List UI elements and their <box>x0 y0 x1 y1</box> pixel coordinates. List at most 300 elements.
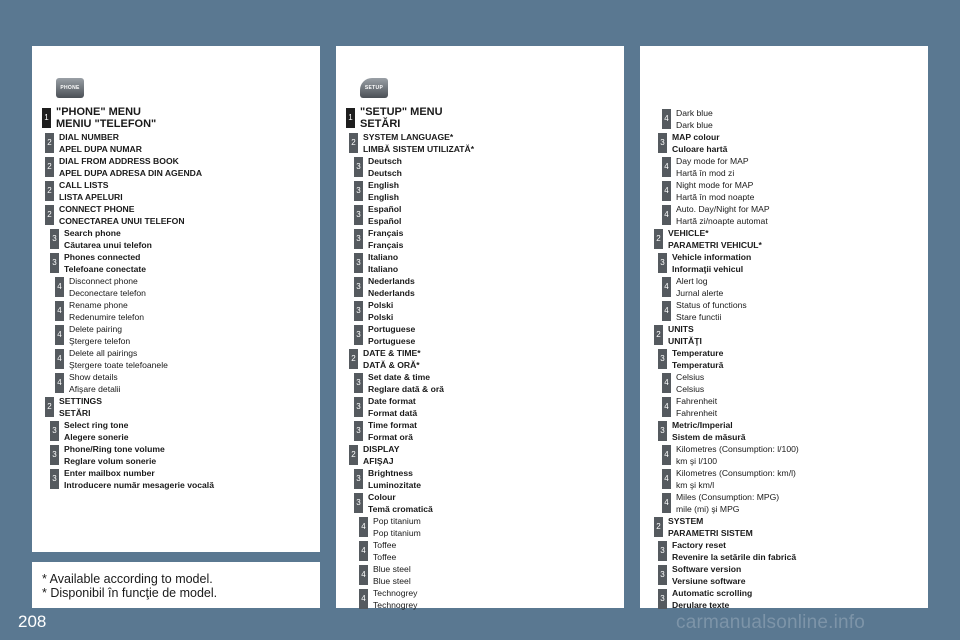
level-badge: 4 <box>662 181 671 201</box>
menu-entry-romanian: Stare functii <box>676 312 722 322</box>
menu-entry <box>336 419 624 443</box>
menu-entry-text <box>676 179 754 203</box>
level-badge: 3 <box>354 205 363 225</box>
menu-entry-romanian: Alegere sonerie <box>64 432 129 442</box>
menu-entry <box>32 371 320 395</box>
menu-entry-text <box>69 347 168 371</box>
menu-entry-english: Show details <box>69 372 118 382</box>
menu-entry-english: Phones connected <box>64 252 141 262</box>
menu-entry-romanian: Afişare detalii <box>69 384 121 394</box>
level-badge: 3 <box>354 397 363 417</box>
level-badge: 3 <box>354 493 363 513</box>
menu-entry <box>640 563 928 587</box>
menu-entry-english: DATE & TIME* <box>363 348 421 358</box>
level-badge: 3 <box>354 301 363 321</box>
menu-entry <box>640 251 928 275</box>
menu-entry-text <box>59 131 142 155</box>
menu-entry-text <box>69 275 146 299</box>
menu-entry-romanian: MENIU "TELEFON" <box>56 118 157 130</box>
menu-entry-english: Delete all pairings <box>69 348 138 358</box>
menu-entry <box>640 203 928 227</box>
menu-entry <box>32 419 320 443</box>
menu-entry-english: Factory reset <box>672 540 726 550</box>
menu-entry <box>640 491 928 515</box>
menu-entry <box>336 395 624 419</box>
menu-entry-text <box>373 563 411 587</box>
menu-entry <box>640 299 928 323</box>
menu-entry-text <box>64 467 214 491</box>
setup-menu-tree <box>336 106 624 611</box>
menu-entry-text <box>69 371 121 395</box>
menu-entry-english: Portuguese <box>368 324 416 334</box>
menu-entry <box>640 395 928 419</box>
menu-entry <box>32 347 320 371</box>
level-badge: 3 <box>354 421 363 441</box>
menu-entry-romanian: Español <box>368 216 402 226</box>
menu-entry-text <box>64 419 128 443</box>
level-badge: 4 <box>662 157 671 177</box>
menu-entry-romanian: UNITĂŢI <box>668 336 702 346</box>
menu-entry <box>32 395 320 419</box>
footnote-english: * Available according to model. <box>42 572 213 586</box>
menu-entry-english: Enter mailbox number <box>64 468 155 478</box>
setup-menu-tree-continued <box>640 107 928 611</box>
menu-entry-text <box>676 107 713 131</box>
menu-entry-text <box>672 563 746 587</box>
menu-entry-text <box>672 419 746 443</box>
menu-entry-text <box>676 395 717 419</box>
level-badge: 2 <box>349 445 358 465</box>
menu-entry-english: Day mode for MAP <box>676 156 749 166</box>
menu-entry <box>640 179 928 203</box>
level-badge: 4 <box>662 277 671 297</box>
menu-entry-english: Rename phone <box>69 300 128 310</box>
level-badge: 3 <box>658 133 667 153</box>
menu-entry-text <box>668 227 762 251</box>
menu-entry <box>336 227 624 251</box>
menu-entry-english: "PHONE" MENU <box>56 106 141 118</box>
menu-entry-english: Technogrey <box>373 588 418 598</box>
menu-entry <box>336 443 624 467</box>
menu-entry-text <box>368 155 402 179</box>
menu-entry <box>336 131 624 155</box>
menu-entry-english: Kilometres (Consumption: km/l) <box>676 468 796 478</box>
menu-entry-romanian: Informaţii vehicul <box>672 264 744 274</box>
setup-menu-panel <box>336 46 624 608</box>
menu-entry-romanian: Deconectare telefon <box>69 288 146 298</box>
menu-entry-english: Auto. Day/Night for MAP <box>676 204 770 214</box>
menu-entry-text <box>64 227 152 251</box>
level-badge: 4 <box>662 445 671 465</box>
menu-entry-english: Celsius <box>676 372 705 382</box>
menu-entry-text <box>59 203 185 227</box>
level-badge: 4 <box>662 373 671 393</box>
level-badge: 2 <box>654 229 663 249</box>
menu-entry-romanian: Hartă zi/noapte automat <box>676 216 768 226</box>
menu-entry-english: Status of functions <box>676 300 747 310</box>
menu-entry <box>336 539 624 563</box>
menu-entry-text <box>676 275 723 299</box>
menu-entry-romanian: Temă cromatică <box>368 504 433 514</box>
level-badge: 1 <box>346 108 355 128</box>
menu-entry-english: Temperature <box>672 348 724 358</box>
menu-entry <box>336 251 624 275</box>
menu-entry <box>640 443 928 467</box>
menu-entry-text <box>676 467 796 491</box>
menu-entry <box>336 467 624 491</box>
menu-entry-romanian: Jurnal alerte <box>676 288 724 298</box>
menu-entry-romanian: Format dată <box>368 408 418 418</box>
menu-entry-romanian: APEL DUPA NUMAR <box>59 144 142 154</box>
menu-entry-english: Time format <box>368 420 418 430</box>
menu-entry-english: Phone/Ring tone volume <box>64 444 165 454</box>
menu-entry <box>640 419 928 443</box>
menu-entry-text <box>668 515 753 539</box>
menu-entry-text <box>368 275 415 299</box>
menu-entry-romanian: LIMBĂ SISTEM UTILIZATĂ* <box>363 144 475 154</box>
menu-entry-romanian: Ştergere telefon <box>69 336 131 346</box>
menu-entry-romanian: Reglare volum sonerie <box>64 456 157 466</box>
menu-entry-text <box>676 155 749 179</box>
menu-entry-romanian: Blue steel <box>373 576 411 586</box>
menu-entry <box>640 371 928 395</box>
level-badge: 3 <box>354 157 363 177</box>
menu-entry-text <box>676 491 779 515</box>
level-badge: 3 <box>658 541 667 561</box>
menu-entry-english: Français <box>368 228 404 238</box>
menu-entry <box>32 131 320 155</box>
menu-entry <box>32 467 320 491</box>
menu-entry-text <box>64 443 165 467</box>
menu-entry-romanian: Telefoane conectate <box>64 264 146 274</box>
menu-entry <box>32 443 320 467</box>
menu-entry <box>640 323 928 347</box>
menu-entry-romanian: Sistem de măsură <box>672 432 746 442</box>
level-badge: 4 <box>359 541 368 561</box>
menu-entry <box>32 275 320 299</box>
menu-entry-text <box>59 155 202 179</box>
menu-entry-text <box>672 251 751 275</box>
menu-entry-english: Toffee <box>373 540 397 550</box>
menu-entry-text <box>373 587 417 611</box>
menu-entry-text <box>64 251 146 275</box>
menu-entry-english: Italiano <box>368 252 399 262</box>
page-number: 208 <box>18 612 47 631</box>
menu-entry-text <box>368 491 433 515</box>
menu-entry-romanian: Culoare hartă <box>672 144 728 154</box>
menu-entry-romanian: English <box>368 192 400 202</box>
level-badge: 4 <box>55 349 64 369</box>
phone-menu-panel <box>32 46 320 552</box>
menu-entry <box>32 227 320 251</box>
menu-entry-romanian: APEL DUPA ADRESA DIN AGENDA <box>59 168 203 178</box>
menu-entry-english: Español <box>368 204 402 214</box>
level-badge: 4 <box>55 301 64 321</box>
menu-entry <box>640 467 928 491</box>
menu-entry-english: English <box>368 180 400 190</box>
menu-entry-romanian: Temperatură <box>672 360 724 370</box>
menu-entry-english: Metric/Imperial <box>672 420 733 430</box>
menu-entry-english: Blue steel <box>373 564 411 574</box>
menu-entry-english: DIAL NUMBER <box>59 132 119 142</box>
menu-entry <box>32 299 320 323</box>
menu-entry-english: Vehicle information <box>672 252 752 262</box>
menu-entry <box>32 179 320 203</box>
menu-entry <box>640 275 928 299</box>
menu-entry-english: Miles (Consumption: MPG) <box>676 492 780 502</box>
level-badge: 2 <box>45 157 54 177</box>
menu-entry-text <box>668 323 702 347</box>
level-badge: 3 <box>50 469 59 489</box>
menu-entry-english: MAP colour <box>672 132 720 142</box>
menu-entry-english: DIAL FROM ADDRESS BOOK <box>59 156 179 166</box>
level-badge: 2 <box>45 133 54 153</box>
menu-entry <box>640 107 928 131</box>
menu-entry <box>640 539 928 563</box>
menu-entry-text <box>676 443 799 467</box>
setup-menu-icon: SETUP <box>360 78 388 98</box>
menu-entry-english: SETTINGS <box>59 396 102 406</box>
menu-entry-english: Kilometres (Consumption: l/100) <box>676 444 799 454</box>
menu-entry-english: Night mode for MAP <box>676 180 754 190</box>
menu-entry <box>336 347 624 371</box>
menu-entry-english: CONNECT PHONE <box>59 204 135 214</box>
level-badge: 4 <box>662 301 671 321</box>
menu-entry-english: Brightness <box>368 468 413 478</box>
menu-entry-english: Nederlands <box>368 276 415 286</box>
menu-entry-text <box>373 539 396 563</box>
level-badge: 4 <box>359 589 368 609</box>
menu-entry-english: Set date & time <box>368 372 431 382</box>
menu-entry-romanian: Technogrey <box>373 600 418 610</box>
menu-entry-romanian: SETĂRI <box>59 408 91 418</box>
menu-entry-text <box>69 323 130 347</box>
menu-entry-english: Pop titanium <box>373 516 421 526</box>
menu-entry-romanian: SETĂRI <box>360 118 401 130</box>
menu-entry-text <box>368 467 421 491</box>
menu-entry-text <box>672 539 796 563</box>
menu-entry-romanian: Introducere număr mesagerie vocală <box>64 480 214 490</box>
menu-entry-romanian: Toffee <box>373 552 397 562</box>
level-badge: 2 <box>349 133 358 153</box>
menu-entry-text <box>368 299 393 323</box>
menu-entry-text <box>363 443 399 467</box>
level-badge: 4 <box>662 109 671 129</box>
menu-entry-text <box>672 347 723 371</box>
menu-entry <box>336 563 624 587</box>
menu-entry-romanian: AFIŞAJ <box>363 456 394 466</box>
setup-menu-continued-panel <box>640 46 928 608</box>
level-badge: 4 <box>359 565 368 585</box>
level-badge: 3 <box>354 277 363 297</box>
footnote-box <box>32 562 320 608</box>
menu-entry-romanian: Français <box>368 240 404 250</box>
menu-entry-text <box>69 299 144 323</box>
level-badge: 3 <box>658 253 667 273</box>
menu-entry-text <box>672 587 752 611</box>
menu-entry-text <box>363 347 421 371</box>
menu-entry <box>336 299 624 323</box>
menu-entry-text <box>368 251 398 275</box>
footnote-romanian: * Disponibil în funcţie de model. <box>42 586 218 600</box>
menu-entry-romanian: PARAMETRI VEHICUL* <box>668 240 762 250</box>
menu-entry-english: Automatic scrolling <box>672 588 753 598</box>
menu-entry-romanian: mile (mi) şi MPG <box>676 504 740 514</box>
level-badge: 4 <box>55 325 64 345</box>
menu-entry-text <box>676 203 770 227</box>
menu-entry-text <box>56 106 156 130</box>
level-badge: 3 <box>50 253 59 273</box>
menu-entry-english: Polski <box>368 300 394 310</box>
menu-entry <box>336 203 624 227</box>
menu-entry-english: "SETUP" MENU <box>360 106 443 118</box>
menu-entry-romanian: Hartă în mod zi <box>676 168 735 178</box>
level-badge: 4 <box>359 517 368 537</box>
menu-entry-romanian: Polski <box>368 312 394 322</box>
menu-entry-romanian: Luminozitate <box>368 480 421 490</box>
level-badge: 3 <box>658 421 667 441</box>
level-badge: 4 <box>662 493 671 513</box>
menu-entry-romanian: Italiano <box>368 264 399 274</box>
level-badge: 4 <box>55 277 64 297</box>
menu-entry-romanian: DATĂ & ORĂ* <box>363 360 420 370</box>
level-badge: 2 <box>45 397 54 417</box>
menu-entry-english: Deutsch <box>368 156 402 166</box>
level-badge: 4 <box>662 205 671 225</box>
menu-entry-text <box>368 419 417 443</box>
menu-entry-text <box>368 179 399 203</box>
level-badge: 4 <box>662 469 671 489</box>
menu-entry <box>336 323 624 347</box>
level-badge: 3 <box>354 325 363 345</box>
menu-entry-text <box>368 203 401 227</box>
level-badge: 3 <box>354 229 363 249</box>
menu-entry-romanian: Reglare dată & oră <box>368 384 444 394</box>
menu-entry-text <box>368 395 417 419</box>
level-badge: 4 <box>662 397 671 417</box>
menu-entry <box>336 515 624 539</box>
menu-entry-romanian: LISTA APELURI <box>59 192 123 202</box>
menu-entry-english: SYSTEM LANGUAGE* <box>363 132 454 142</box>
menu-entry-text <box>59 179 123 203</box>
menu-entry-romanian: km şi km/l <box>676 480 715 490</box>
level-badge: 3 <box>50 421 59 441</box>
menu-entry-romanian: km şi l/100 <box>676 456 718 466</box>
phone-menu-icon: PHONE <box>56 78 84 98</box>
level-badge: 3 <box>50 445 59 465</box>
level-badge: 3 <box>354 469 363 489</box>
menu-entry-text <box>363 131 474 155</box>
menu-entry-english: SYSTEM <box>668 516 704 526</box>
menu-entry <box>32 323 320 347</box>
menu-entry-text <box>368 371 444 395</box>
menu-entry-english: Software version <box>672 564 742 574</box>
menu-entry-romanian: Nederlands <box>368 288 415 298</box>
menu-entry-romanian: Pop titanium <box>373 528 421 538</box>
menu-entry-text <box>676 299 747 323</box>
menu-entry <box>32 203 320 227</box>
menu-entry-text <box>360 106 443 130</box>
menu-entry-english: Alert log <box>676 276 708 286</box>
menu-entry-romanian: Derulare texte <box>672 600 730 610</box>
watermark: carmanualsonline.info <box>676 612 866 633</box>
menu-entry-english: Dark blue <box>676 108 713 118</box>
menu-entry-text <box>368 323 415 347</box>
menu-entry <box>336 491 624 515</box>
menu-entry-english: DISPLAY <box>363 444 400 454</box>
menu-entry <box>640 227 928 251</box>
menu-entry-english: Delete pairing <box>69 324 123 334</box>
menu-entry-romanian: Versiune software <box>672 576 746 586</box>
level-badge: 3 <box>50 229 59 249</box>
menu-entry-text <box>373 515 421 539</box>
menu-entry-text <box>368 227 403 251</box>
menu-entry-romanian: CONECTAREA UNUI TELEFON <box>59 216 185 226</box>
menu-entry-romanian: PARAMETRI SISTEM <box>668 528 753 538</box>
menu-entry-romanian: Celsius <box>676 384 705 394</box>
menu-entry <box>336 371 624 395</box>
menu-entry <box>32 251 320 275</box>
level-badge: 2 <box>654 325 663 345</box>
menu-entry-romanian: Format oră <box>368 432 413 442</box>
level-badge: 3 <box>658 589 667 609</box>
level-badge: 3 <box>658 565 667 585</box>
menu-entry-romanian: Fahrenheit <box>676 408 718 418</box>
menu-entry-english: Colour <box>368 492 396 502</box>
menu-entry-romanian: Deutsch <box>368 168 402 178</box>
level-badge: 2 <box>349 349 358 369</box>
menu-entry-english: Fahrenheit <box>676 396 718 406</box>
menu-entry-text <box>59 395 102 419</box>
phone-menu-tree <box>32 106 320 491</box>
menu-entry-romanian: Căutarea unui telefon <box>64 240 152 250</box>
level-badge: 4 <box>55 373 64 393</box>
menu-entry-english: Date format <box>368 396 416 406</box>
menu-entry <box>640 347 928 371</box>
level-badge: 3 <box>658 349 667 369</box>
level-badge: 1 <box>42 108 51 128</box>
menu-entry <box>336 106 624 131</box>
menu-entry-english: CALL LISTS <box>59 180 109 190</box>
menu-entry-english: VEHICLE* <box>668 228 709 238</box>
menu-entry-romanian: Ştergere toate telefoanele <box>69 360 168 370</box>
menu-entry <box>32 106 320 131</box>
menu-entry-romanian: Portuguese <box>368 336 416 346</box>
menu-entry-english: Search phone <box>64 228 121 238</box>
menu-entry <box>336 155 624 179</box>
menu-entry-romanian: Dark blue <box>676 120 713 130</box>
menu-entry-text <box>676 371 704 395</box>
level-badge: 3 <box>354 181 363 201</box>
menu-entry <box>336 179 624 203</box>
level-badge: 3 <box>354 373 363 393</box>
menu-entry-english: Select ring tone <box>64 420 129 430</box>
menu-entry-romanian: Hartă în mod noapte <box>676 192 755 202</box>
menu-entry <box>640 587 928 611</box>
menu-entry-english: Disconnect phone <box>69 276 138 286</box>
level-badge: 2 <box>45 205 54 225</box>
menu-entry-text <box>672 131 727 155</box>
menu-entry-romanian: Redenumire telefon <box>69 312 145 322</box>
level-badge: 2 <box>654 517 663 537</box>
menu-entry <box>32 155 320 179</box>
menu-entry <box>640 131 928 155</box>
menu-entry <box>640 515 928 539</box>
menu-entry-romanian: Revenire la setările din fabrică <box>672 552 797 562</box>
menu-entry-english: UNITS <box>668 324 694 334</box>
menu-entry <box>336 275 624 299</box>
level-badge: 2 <box>45 181 54 201</box>
